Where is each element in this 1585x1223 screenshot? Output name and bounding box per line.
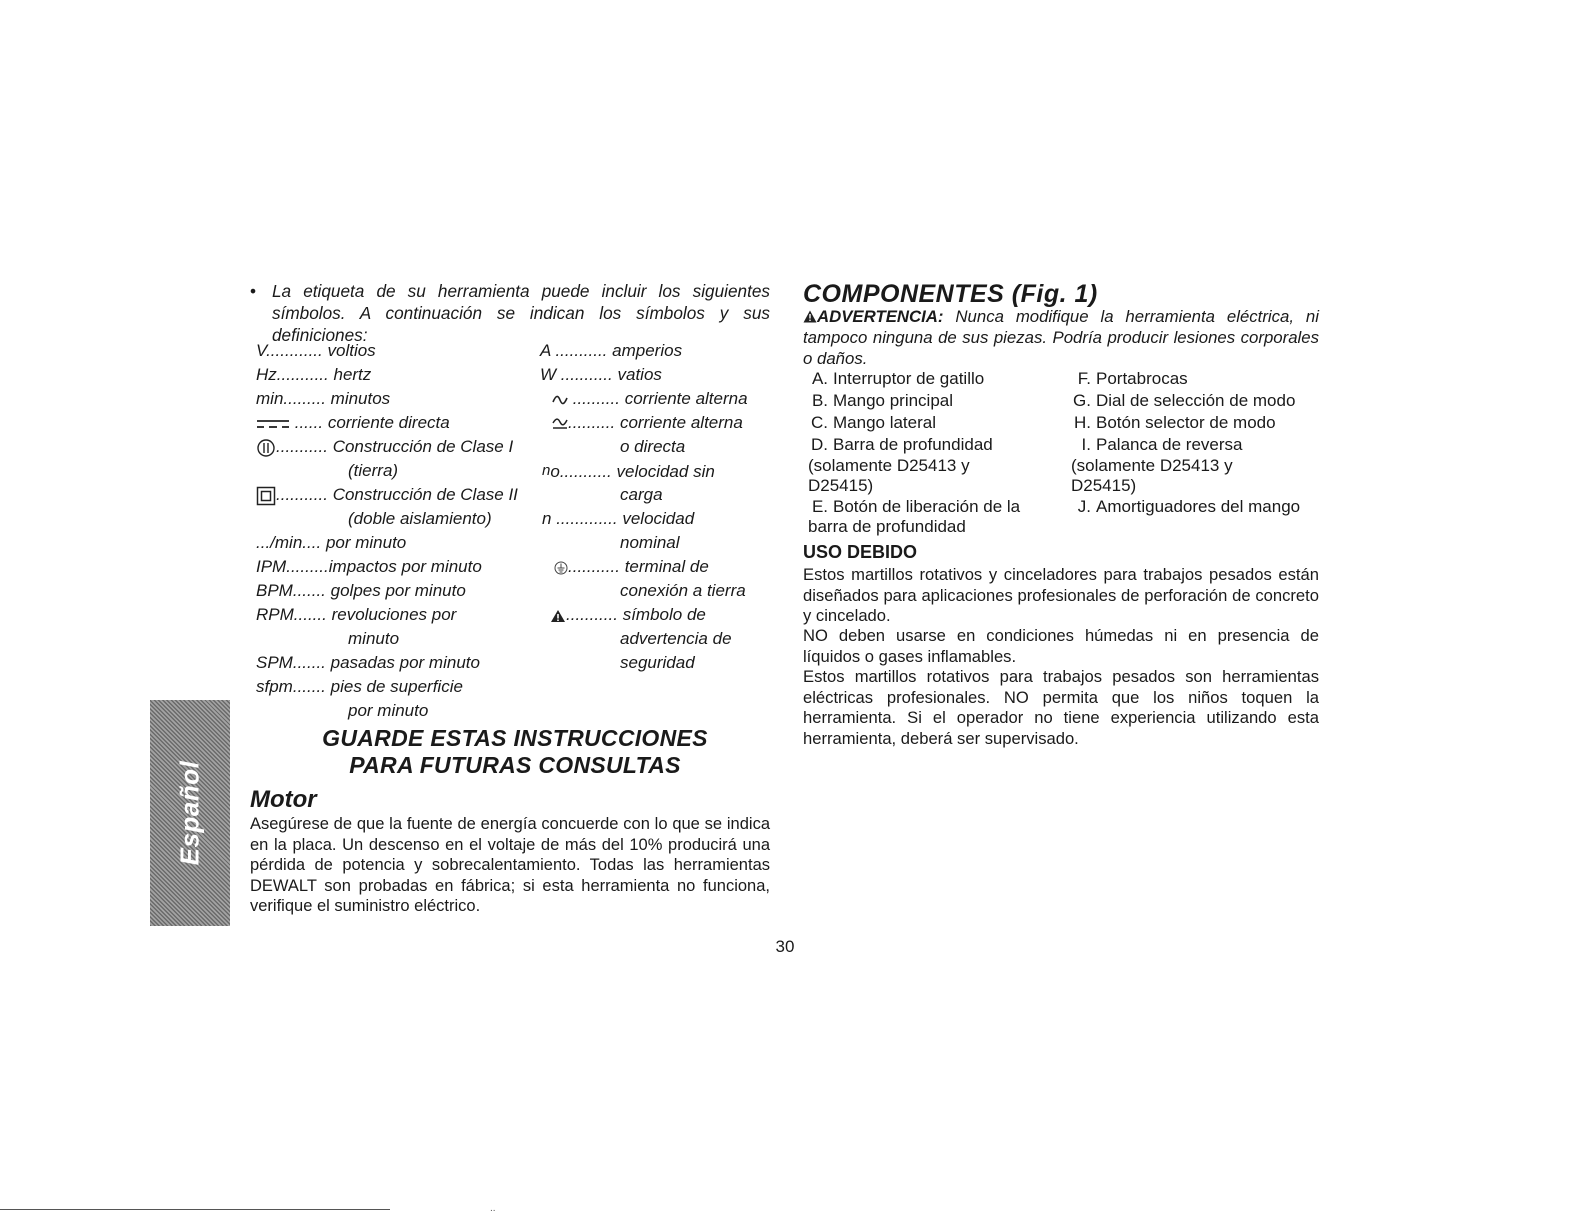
- class-ii-construction-icon: [256, 486, 276, 506]
- symbol-definition-continued: advertencia de: [620, 629, 732, 648]
- symbol-row: no........... velocidad sin: [542, 462, 715, 481]
- symbol-definition: velocidad: [622, 509, 695, 528]
- symbol-definition: símbolo de: [622, 605, 706, 624]
- symbol-definition: terminal de: [624, 557, 709, 576]
- ac-dc-icon: [552, 418, 568, 430]
- bottom-rule: [0, 1209, 390, 1210]
- symbol-row: IPM.........impactos por minuto: [256, 557, 482, 576]
- symbol-definition: revoluciones por: [331, 605, 457, 624]
- safety-alert-icon: [550, 609, 566, 623]
- save-instructions-line-2: PARA FUTURAS CONSULTAS: [349, 752, 681, 778]
- language-side-tab: [150, 700, 230, 926]
- symbol-definition-continued: por minuto: [348, 701, 429, 720]
- alternating-current-icon: [552, 394, 568, 406]
- symbol-row: BPM....... golpes por minuto: [256, 581, 466, 600]
- symbol-definition: corriente directa: [327, 413, 450, 432]
- symbol-definition: corriente alterna: [624, 389, 748, 408]
- symbol-definition: por minuto: [325, 533, 407, 552]
- symbol-definition: hertz: [333, 365, 372, 384]
- symbol-definition: golpes por minuto: [330, 581, 466, 600]
- warning-triangle-icon: [803, 310, 817, 323]
- footer-marks: ..: [490, 1203, 496, 1214]
- component-item: A. Interruptor de gatillo: [811, 369, 985, 388]
- components-heading: COMPONENTES (Fig. 1): [803, 280, 1098, 308]
- symbol-row: ...... corriente directa: [256, 412, 450, 434]
- symbol-row: ........... símbolo de: [550, 604, 706, 626]
- bullet-marker: •: [250, 281, 257, 301]
- symbols-intro-text: La etiqueta de su herramienta puede incluir los siguientes símbolos. A continuación se indican los símbolos y sus definiciones:: [272, 281, 770, 345]
- symbol-definition: amperios: [612, 341, 683, 360]
- symbol-definition-continued: conexión a tierra: [620, 581, 746, 600]
- component-item: H. Botón selector de modo: [1074, 413, 1276, 432]
- symbol-row: Hz........... hertz: [256, 365, 372, 384]
- symbol-row: W ........... vatios: [540, 365, 662, 384]
- symbol-definition: Construcción de Clase II: [332, 485, 518, 504]
- symbol-row: A ........... amperios: [540, 341, 683, 360]
- symbol-row: V............ voltios: [256, 341, 376, 360]
- symbol-definition-continued: o directa: [620, 437, 686, 456]
- symbol-row: .......... corriente alterna: [552, 412, 743, 434]
- motor-heading: Motor: [250, 786, 317, 813]
- warning-text: Nunca modifique la herramienta eléctrica, ni tampoco ninguna de sus piezas. Podría producir lesiones corporales o daños.: [803, 307, 1319, 368]
- symbol-row: SPM....... pasadas por minuto: [256, 653, 480, 672]
- component-item: D. Barra de profundidad: [811, 435, 993, 454]
- warning-label: ADVERTENCIA:: [817, 307, 944, 326]
- intended-use-paragraph: Estos martillos rotativos y cinceladores para trabajos pesados están diseñados para aplicaciones profesionales de perforación de concreto y cincelado.: [803, 565, 1319, 625]
- symbol-definition-continued: nominal: [620, 533, 680, 552]
- component-item: B. Mango principal: [811, 391, 954, 410]
- symbol-row: n ............. velocidad: [542, 509, 695, 528]
- class-i-construction-icon: [256, 438, 276, 458]
- side-tab-label: Español: [174, 760, 205, 866]
- component-item: G. Dial de selección de modo: [1073, 391, 1296, 410]
- symbols-intro: [250, 280, 770, 346]
- component-item-continued: D25415): [1071, 476, 1137, 495]
- direct-current-icon: [256, 417, 290, 431]
- component-item: C. Mango lateral: [811, 413, 937, 432]
- symbol-definition: impactos por minuto: [328, 557, 482, 576]
- symbol-row: ........... Construcción de Clase II: [256, 484, 518, 506]
- component-item: J. Amortiguadores del mango: [1077, 497, 1301, 516]
- symbol-definition: voltios: [327, 341, 376, 360]
- symbol-definition-continued: (tierra): [348, 461, 399, 480]
- save-instructions-line-1: GUARDE ESTAS INSTRUCCIONES: [322, 725, 708, 751]
- symbol-row: ........... Construcción de Clase I: [256, 436, 513, 458]
- component-item-continued: (solamente D25413 y: [1071, 456, 1233, 475]
- component-item-continued: barra de profundidad: [808, 517, 966, 536]
- component-item-continued: D25415): [808, 476, 874, 495]
- save-instructions-heading: [250, 725, 780, 779]
- symbol-definition: vatios: [617, 365, 662, 384]
- page-number: 30: [775, 937, 795, 956]
- symbol-definition: pasadas por minuto: [330, 653, 480, 672]
- component-item: E. Botón de liberación de la: [811, 497, 1021, 516]
- earthing-terminal-icon: [554, 561, 568, 575]
- symbol-definition: minutos: [330, 389, 391, 408]
- symbol-definition: velocidad sin: [616, 462, 715, 481]
- symbol-definition-continued: carga: [620, 485, 663, 504]
- component-item: F. Portabrocas: [1077, 369, 1188, 388]
- symbol-definition: Construcción de Clase I: [332, 437, 514, 456]
- symbol-row: .......... corriente alterna: [552, 388, 748, 410]
- intended-use-paragraph: NO deben usarse en condiciones húmedas ni en presencia de líquidos o gases inflamables.: [803, 626, 1319, 666]
- component-item-continued: (solamente D25413 y: [808, 456, 970, 475]
- symbol-definition-continued: seguridad: [620, 653, 695, 672]
- intended-use-heading: USO DEBIDO: [803, 542, 918, 562]
- warning-notice: [803, 306, 1319, 369]
- symbol-row: RPM....... revoluciones por: [256, 605, 457, 624]
- intended-use-paragraph: Estos martillos rotativos para trabajos pesados son herramientas eléctricas profesionales. NO permita que los niños toquen la herramienta. Si el operador no tiene experiencia utilizando esta herramienta, deberá ser supervisado.: [803, 667, 1319, 748]
- symbol-definition: pies de superficie: [330, 677, 463, 696]
- symbol-row: sfpm....... pies de superficie: [256, 677, 463, 696]
- component-item: I. Palanca de reversa: [1081, 435, 1243, 454]
- symbol-row: ........... terminal de: [554, 556, 709, 578]
- symbol-definition: corriente alterna: [619, 413, 743, 432]
- symbol-definition-continued: minuto: [348, 629, 400, 648]
- symbol-definition-continued: (doble aislamiento): [348, 509, 492, 528]
- symbol-row: min......... minutos: [256, 389, 391, 408]
- symbol-row: .../min.... por minuto: [256, 533, 407, 552]
- motor-paragraph: Asegúrese de que la fuente de energía concuerde con lo que se indica en la placa. Un descenso en el voltaje de más del 10% producirá una pérdida de potencia y sobrecalentamiento. Todas las herramientas DEWALT son probadas en fábrica; si esta herramienta no funciona, verifique el suministro eléctrico.: [250, 815, 770, 915]
